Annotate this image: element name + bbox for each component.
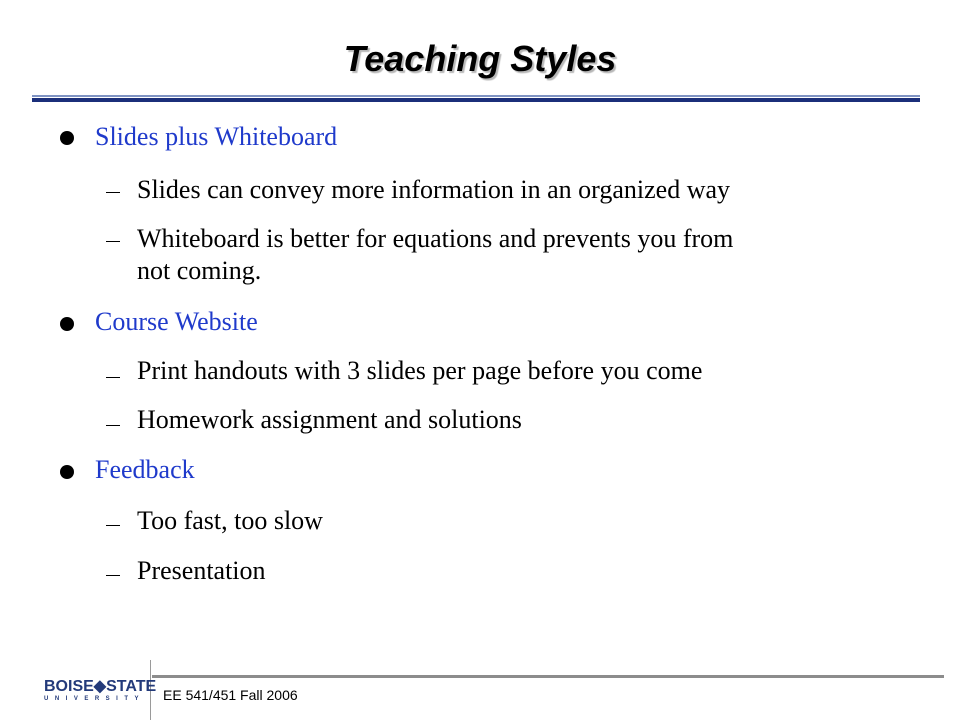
bullet-item-feedback: Feedback	[95, 455, 195, 484]
footer-course-label: EE 541/451 Fall 2006	[163, 687, 298, 703]
dash-marker	[106, 425, 120, 426]
title-underline-dark	[32, 98, 920, 102]
title-underline	[32, 95, 920, 103]
subitem-whiteboard-better-continued: not coming.	[137, 256, 262, 285]
subitem-slides-convey: Slides can convey more information in an organized way	[137, 175, 731, 204]
dash-marker	[106, 241, 120, 242]
university-logo	[44, 676, 157, 712]
bullet-item-slides-plus-whiteboard: Slides plus Whiteboard	[95, 122, 338, 151]
subitem-presentation: Presentation	[137, 556, 266, 585]
slide-title: Teaching Styles	[343, 38, 617, 79]
subitem-whiteboard-better: Whiteboard is better for equations and prevents you from	[137, 224, 734, 253]
logo-wordmark: BOISE◆STATE	[44, 678, 157, 695]
subitem-print-handouts: Print handouts with 3 slides per page before you come	[137, 356, 703, 385]
dash-marker	[106, 575, 120, 576]
bullet-dot	[60, 465, 74, 479]
subitem-homework: Homework assignment and solutions	[137, 405, 522, 434]
dash-marker	[106, 525, 120, 526]
title-underline-light	[32, 95, 920, 97]
bullet-item-course-website: Course Website	[95, 307, 258, 336]
footer-rule	[152, 675, 944, 678]
dash-marker	[106, 377, 120, 378]
logo-subtitle: UNIVERSITY	[44, 696, 146, 702]
bullet-dot	[60, 317, 74, 331]
bullet-dot	[60, 131, 74, 145]
dash-marker	[106, 192, 120, 193]
subitem-too-fast: Too fast, too slow	[137, 506, 323, 535]
